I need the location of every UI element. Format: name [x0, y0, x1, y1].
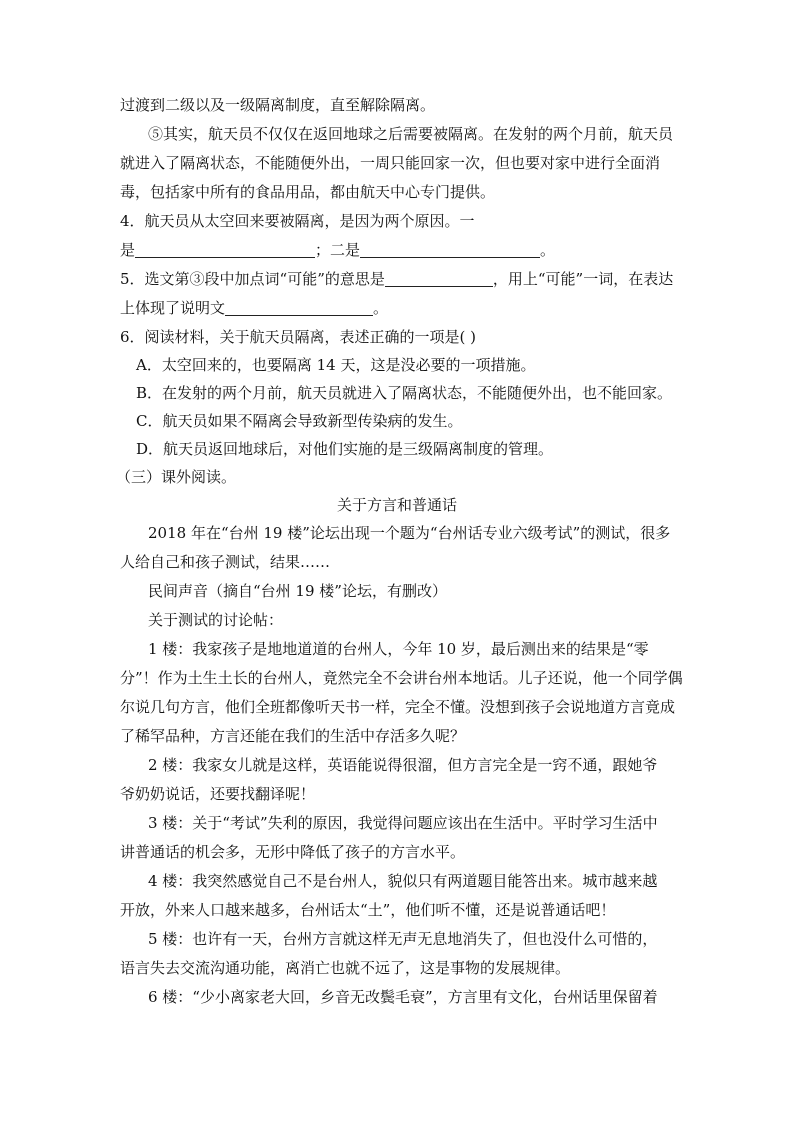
text-line: 开放，外来人口越来越多，台州话太“土”，他们听不懂，还是说普通话吧！: [120, 901, 616, 919]
text-line: 人给自己和孩子测试，结果……: [120, 553, 331, 571]
q5-text-3: 上体现了说明文: [120, 299, 226, 317]
post-floor-4: 4 楼：我突然感觉自己不是台州人，貌似只有两道题目能答出来。城市越来越: [148, 872, 658, 890]
question-4: 4．航天员从太空回来要被隔离，是因为两个原因。一: [120, 212, 475, 230]
post-floor-1: 1 楼：我家孩子是地地道道的台州人，今年 10 岁，最后测出来的结果是“零: [148, 640, 649, 658]
post-floor-5: 5 楼：也许有一天，台州方言就这样无声无息地消失了，但也没什么可惜的，: [148, 930, 658, 948]
answer-blank-2[interactable]: [360, 241, 540, 258]
answer-blank-1[interactable]: [135, 241, 315, 258]
text-line: 讲普通话的机会多，无形中降低了孩子的方言水平。: [120, 843, 466, 861]
text-line: 分”！作为土生土长的台州人，竟然完全不会讲台州本地话。儿子还说，他一个同学偶: [120, 669, 683, 687]
text-line: 民间声音（摘自“台州 19 楼”论坛，有删改）: [148, 582, 447, 600]
text-line: 语言失去交流沟通功能，离消亡也就不远了，这是事物的发展规律。: [120, 959, 571, 977]
answer-blank-4[interactable]: [225, 299, 373, 316]
option-d[interactable]: D．航天员返回地球后，对他们实施的是三级隔离制度的管理。: [136, 440, 554, 458]
text-line: 了稀罕品种，方言还能在我们的生活中存活多久呢？: [120, 727, 466, 745]
option-c[interactable]: C．航天员如果不隔离会导致新型传染病的发生。: [136, 412, 463, 430]
text-line: 毒，包括家中所有的食品用品，都由航天中心专门提供。: [120, 183, 496, 201]
answer-blank-3[interactable]: [385, 270, 493, 287]
text-line: 就进入了隔离状态，不能随便外出，一周只能回家一次，但也要对家中进行全面消: [120, 154, 661, 172]
q5-text-1: 5．选文第③段中加点词“可能”的意思是: [120, 270, 385, 288]
article-title: 关于方言和普通话: [336, 496, 457, 514]
option-b[interactable]: B．在发射的两个月前，航天员就进入了隔离状态，不能随便外出，也不能回家。: [136, 384, 673, 402]
text-line: 尔说几句方言，他们全班都像听天书一样，完全不懂。没想到孩子会说地道方言竟成: [120, 698, 676, 716]
q4-label-2: ；二是: [315, 241, 361, 259]
question-5: [120, 269, 673, 289]
post-floor-6: 6 楼：“少小离家老大回，乡音无改鬓毛衰”，方言里有文化，台州话里保留着: [148, 988, 658, 1006]
question-4-answer-line: [120, 240, 555, 260]
question-6: 6．阅读材料，关于航天员隔离，表述正确的一项是( ): [120, 328, 477, 346]
section-heading: （三）课外阅读。: [116, 468, 237, 486]
text-line: 过渡到二级以及一级隔离制度，直至解除隔离。: [120, 96, 436, 114]
paragraph-5-start: ⑤其实，航天员不仅仅在返回地球之后需要被隔离。在发射的两个月前，航天员: [148, 125, 674, 143]
q4-label-1: 是: [120, 241, 136, 259]
q5-text-2: ，用上“可能”一词，在表达: [492, 270, 674, 288]
text-line: 2018 年在“台州 19 楼”论坛出现一个题为“台州话专业六级考试”的测试，很多: [148, 524, 671, 542]
question-5-cont: [120, 298, 388, 318]
post-floor-2: 2 楼：我家女儿就是这样，英语能说得很溜，但方言完全是一窍不通，跟她爷: [148, 756, 658, 774]
q4-label-3: 。: [540, 241, 556, 259]
text-line: 爷奶奶说话，还要找翻译呢！: [120, 785, 316, 803]
q5-text-4: 。: [373, 299, 389, 317]
option-a[interactable]: A．太空回来的，也要隔离 14 天，这是没必要的一项措施。: [136, 356, 536, 374]
text-line: 关于测试的讨论帖：: [148, 611, 284, 629]
post-floor-3: 3 楼：关于“考试”失利的原因，我觉得问题应该出在生活中。平时学习生活中: [148, 814, 658, 832]
